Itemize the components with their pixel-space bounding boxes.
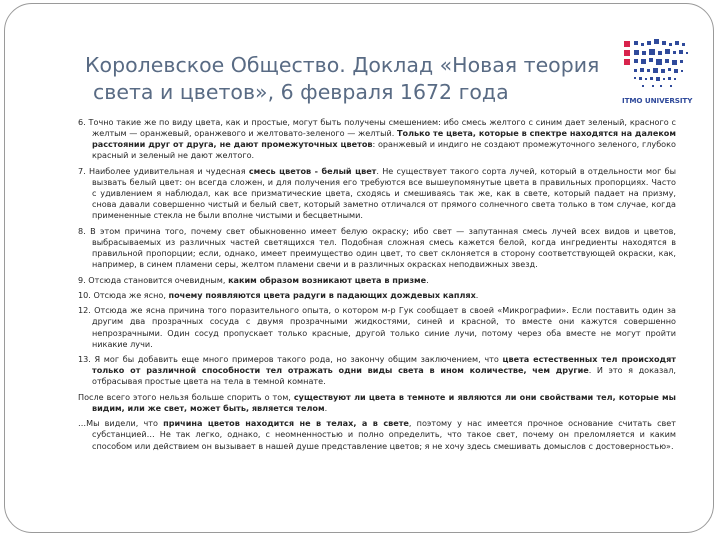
emphasis-text: почему появляются цвета радуги в падающих дождевых каплях [168,289,476,300]
paragraph-text: . [426,274,429,285]
body-paragraph [78,290,676,301]
body-paragraph [78,354,676,387]
paragraph-text: 12. Отсюда же ясна причина того поразительного опыта, о котором м-р Гук сообщает в своей «Микрографии». Если поставить один за другим два прозрачных сосуда с двумя прозрачными жидкостями, синей и красной, то вместе они кажутся совершенно непрозрачными. Один сосуд пропускает только красные, другой только синие лучи, потому через оба вместе не могут пройти никакие лучи. [78,305,676,349]
paragraph-text: 10. Отсюда же ясно, [78,289,169,300]
paragraph-text: . Не существует такого сорта лучей, который в отдельности мог бы вызвать белый цвет: он всегда сложен, и для получения его требуются все вышеупомянутые цвета в правильных пропорциях. Часто с удивлением я наблюдал, как все призматические цвета, сходясь и смешиваясь так же, как в свете, который падает на призму, снова давали совершенно чистый и белый свет, который заметно отличался от прямого солнечного света только в том случае, когда примененные стекла не были вполне чистыми и бесцветными. [92,165,676,221]
body-paragraph [78,392,676,414]
itmo-logo-text: ITMO UNIVERSITY [622,96,693,105]
emphasis-text: цвета естественных тел происходят только от различной способности тел отражать одни виды света в ином количестве, чем другие [92,354,676,376]
body-paragraph [78,305,676,350]
body-paragraph [78,418,676,451]
emphasis-text: существуют ли цвета в темноте и являются ли они свойствами тел, которые мы видим, или же свет, может быть, является телом [92,391,676,413]
slide-title-line-2: света и цветов», 6 февраля 1672 года [93,80,509,104]
slide-title [85,52,605,106]
slide-body [78,117,676,456]
paragraph-text: 9. Отсюда становится очевидным, [78,274,229,285]
paragraph-text: . [475,289,479,300]
paragraph-text: . И это я доказал, отбрасывая простые цвета на тела в темной комнате. [92,365,676,387]
paragraph-text: 13. Я мог бы добавить еще много примеров такого рода, но закончу общим заключением, что [78,354,503,365]
paragraph-text: , поэтому у нас имеется прочное основание считать свет субстанцией… Не так легко, однако, с неомненностью и полно определить, что такое свет, почему он преломляется и каким способом или действием он вызывает в нашей душе представление цветов; я не хочу здесь смешивать домыслов с достоверностью». [92,418,676,451]
paragraph-text: …Мы видели, что [78,418,164,429]
paragraph-text: 7. Наиболее удивительная и чудесная [78,165,249,176]
paragraph-text: После всего этого нельзя больше спорить о том, [78,391,294,402]
body-paragraph [78,166,676,222]
body-paragraph [78,275,676,286]
paragraph-text: : оранжевый и индиго не создают промежуточного зеленого, глубоко красный и зеленый не дают желтого. [92,139,676,161]
emphasis-text: смесь цветов - белый цвет [248,165,377,176]
emphasis-text: причина цветов находится не в телах, а в свете [163,418,409,429]
body-paragraph [78,117,676,162]
itmo-logo [612,27,700,115]
body-paragraph [78,226,676,271]
paragraph-text: . [324,402,328,413]
paragraph-text: 8. В этом причина того, почему свет обыкновенно имеет белую окраску; ибо свет — запутанная смесь лучей всех видов и цветов, выбрасываемых из различных частей светящихся тел. Подобная сложная смесь кажется белой, когда ингредиенты находятся в правильной пропорции; если, однако, имеет преимущество один цвет, то свет склоняется в сторону соответствующей окраски, как, например, в синем пламени серы, желтом пламени свечи и в различных окрасках неподвижных звезд. [78,225,676,270]
slide-title-line-1: Королевское Общество. Доклад «Новая теория [85,53,600,77]
emphasis-text: каким образом возникают цвета в призме [228,274,427,285]
emphasis-text: Только те цвета, которые в спектре находятся на далеком расстоянии друг от друга, не дают промежуточных цветов [92,128,676,150]
paragraph-text: 6. Точно такие же по виду цвета, как и простые, могут быть получены смешением: ибо смесь желтого с синим дает зеленый, красного с желтым — оранжевый, оранжевого и желтовато-зеленого — желтый. [78,117,676,139]
